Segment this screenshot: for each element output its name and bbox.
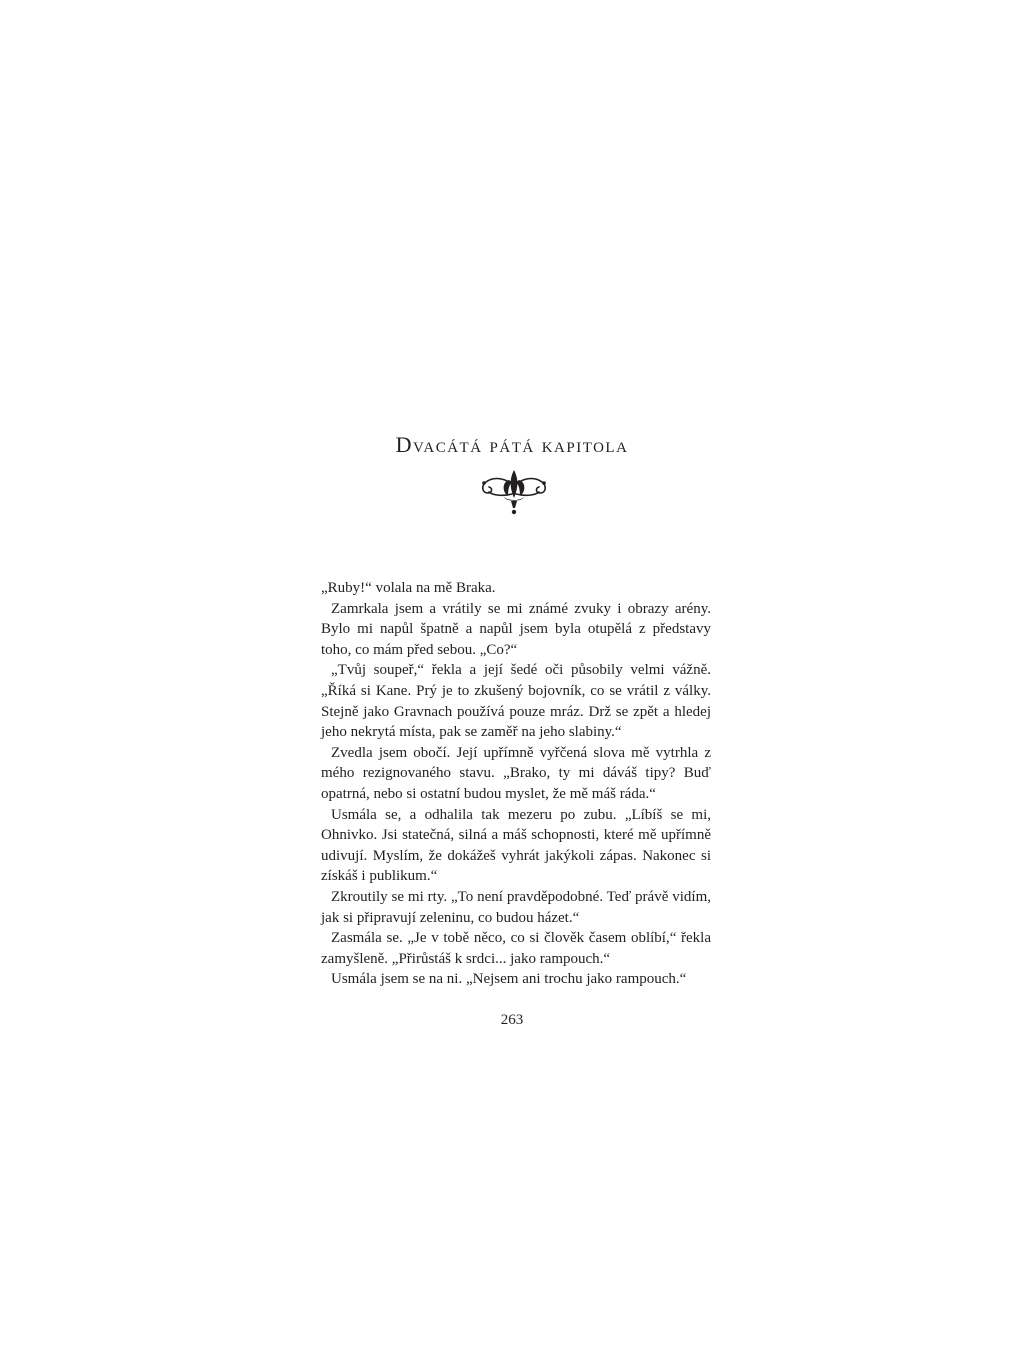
- paragraph: Usmála se, a odhalila tak mezeru po zubu. „Líbíš se mi, Ohnivko. Jsi statečná, silná a máš schopnosti, které mě upřímně udivují. Myslím, že dokážeš vyhrát jakýkoli zápas. Nakonec si získáš i publikum.“: [321, 806, 711, 885]
- paragraph: „Tvůj soupeř,“ řekla a její šedé oči působily velmi vážně. „Říká si Kane. Prý je to zkušený bojovník, co se vrátil z války. Stejně jako Gravnach používá pouze mráz. Drž se zpět a hledej jeho nekrytá místa, pak se zaměř na jeho slabiny.“: [321, 662, 711, 741]
- paragraph: Usmála jsem se na ni. „Nejsem ani trochu jako rampouch.“: [331, 971, 687, 988]
- page-number: 263: [500, 1012, 524, 1028]
- paragraph: „Ruby!“ volala na mě Braka.: [321, 580, 496, 596]
- paragraph: Zamrkala jsem a vrátily se mi známé zvuky i obrazy arény. Bylo mi napůl špatně a napůl jsem byla otupělá z představy toho, co mám před sebou. „Co?“: [321, 600, 711, 658]
- paragraph: Zvedla jsem obočí. Její upřímně vyřčená slova mě vytrhla z mého rezignovaného stavu. „Brako, ty mi dáváš tipy? Buď opatrná, nebo si ostatní budou myslet, že mě máš ráda.“: [321, 744, 711, 802]
- paragraph: Zkroutily se mi rty. „To není pravděpodobné. Teď právě vidím, jak si připravují zeleninu, co budou házet.“: [321, 888, 711, 926]
- fleuron-ornament-icon: [476, 466, 552, 518]
- chapter-title: Dvacátá pátá kapitola: [395, 432, 629, 457]
- chapter-body: [321, 578, 711, 990]
- paragraph: Zasmála se. „Je v tobě něco, co si člověk časem oblíbí,“ řekla zamyšleně. „Přirůstáš k srdci... jako rampouch.“: [321, 930, 711, 967]
